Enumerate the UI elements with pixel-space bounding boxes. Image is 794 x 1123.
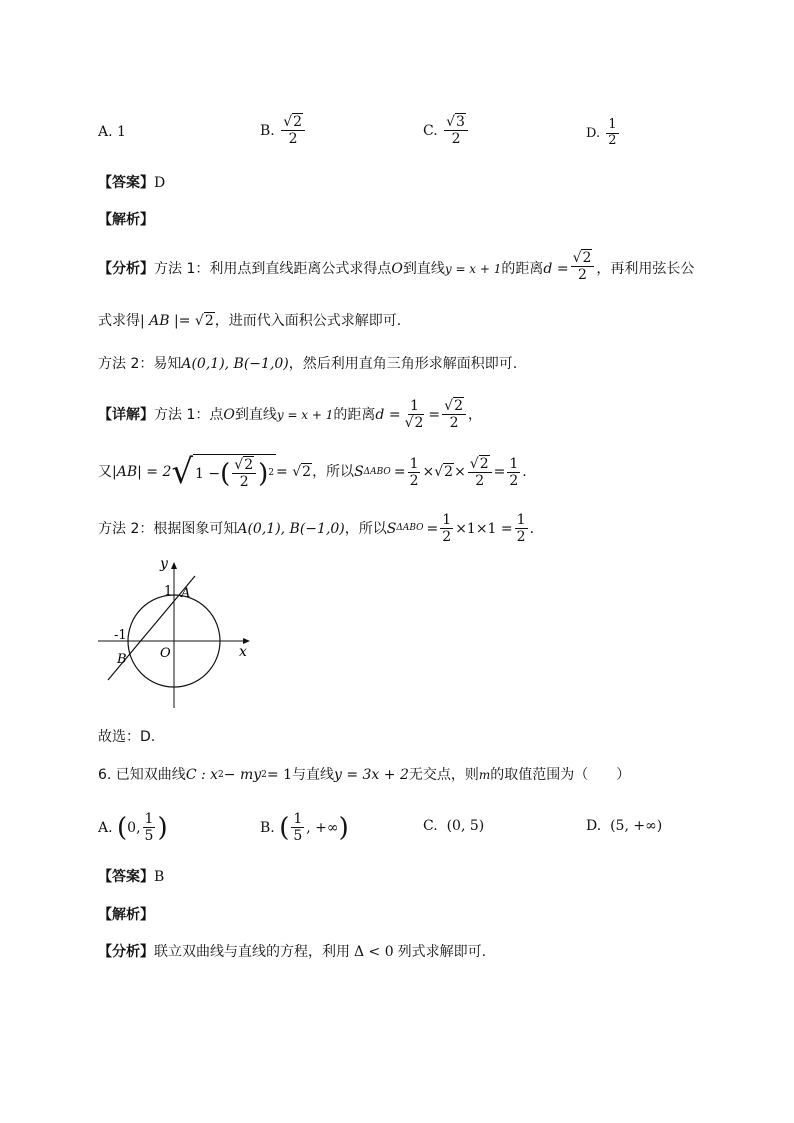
text: , +∞ <box>306 819 339 836</box>
equals: = <box>426 520 439 537</box>
text: 无交点，则 <box>408 767 479 783</box>
line-equation: y = x + 1 <box>444 261 502 276</box>
text: 方法 1：点 <box>154 406 224 423</box>
area-S: S <box>386 520 397 537</box>
text: ，所以 <box>312 464 355 481</box>
text: ，再利用弦长公 <box>596 260 695 277</box>
point-O: O <box>223 406 235 423</box>
fraction: $\frac{1}{√2}$ <box>404 398 424 432</box>
q6-analysis-tag: 【解析】 <box>98 907 154 923</box>
points: A(0,1), B(−1,0) <box>237 520 345 537</box>
option-label: C. <box>423 818 438 834</box>
option-label: B. <box>260 122 275 139</box>
distance-d: d = <box>543 260 569 277</box>
fraction: $\frac{√2}{2}$ <box>232 457 256 490</box>
text: 的距离 <box>333 406 376 423</box>
detail-tag: 【详解】 <box>98 406 154 423</box>
fraction: $\frac{1}{2}$ <box>409 455 419 489</box>
text: 到直线 <box>234 406 277 423</box>
option-label: B. <box>260 819 275 836</box>
sqrt-expr: √2 <box>190 313 214 329</box>
text: = 1 <box>266 767 292 783</box>
q6-option-b: B. ( $\frac{1}{5}$ , +∞ ) <box>260 811 349 845</box>
q5-method2-detail <box>98 512 534 545</box>
text: . <box>522 464 527 481</box>
text: 式求得 <box>98 313 140 329</box>
exponent: 2 <box>261 769 267 780</box>
x-axis-label: x <box>239 644 247 660</box>
point-B-label: B <box>117 652 127 667</box>
fraction: $\frac{√2}{2}$ <box>281 114 305 147</box>
fraction: $\frac{1}{2}$ <box>516 512 526 546</box>
fraction: $\frac{1}{2}$ <box>509 455 519 489</box>
q6-option-a: A. ( 0, $\frac{1}{5}$ ) <box>98 811 168 845</box>
text: ，所以 <box>344 520 387 537</box>
answer-tag: 【答案】 <box>98 869 154 885</box>
option-value: (0, 5) <box>446 818 485 834</box>
option-label: C. <box>423 122 438 139</box>
q5-fenxi-line1 <box>98 250 695 284</box>
q5-conclusion: 故选：D. <box>98 729 156 745</box>
distance-d: d = <box>375 406 401 423</box>
option-label: D. <box>586 818 602 834</box>
equals: = <box>493 464 506 481</box>
fraction: $\frac{√2}{2}$ <box>468 456 492 489</box>
q6-answer <box>98 870 164 884</box>
times: × <box>454 464 466 481</box>
points: A(0,1), B(−1,0) <box>181 356 289 372</box>
text: ，然后利用直角三角形求解面积即可. <box>288 356 518 372</box>
text: 方法 1：利用点到直线距离公式求得点 <box>154 260 392 277</box>
text: 方法 2：易知 <box>98 356 182 372</box>
q5-fenxi-line2 <box>98 314 401 328</box>
q6-option-d <box>586 818 662 834</box>
text: ×1×1 = <box>455 520 513 537</box>
option-label: D. <box>586 125 601 141</box>
fraction: $\frac{√2}{2}$ <box>442 398 466 431</box>
hyperbola-C: C : x <box>185 767 219 783</box>
y-axis-arrow <box>171 562 177 569</box>
fraction: $\frac{1}{2}$ <box>608 117 617 148</box>
times: × <box>422 464 435 481</box>
point-O: O <box>391 260 403 277</box>
fraction: $\frac{1}{2}$ <box>442 512 452 546</box>
fraction: $\frac{√2}{2}$ <box>571 250 595 283</box>
origin-label: O <box>160 646 171 661</box>
fenxi-tag: 【分析】 <box>98 944 154 960</box>
text: ， <box>467 406 482 423</box>
q5-option-c <box>423 114 470 147</box>
q5-option-a <box>98 124 126 140</box>
sqrt-expr: √2 <box>434 464 454 481</box>
option-label: A. <box>98 819 113 836</box>
text: − my <box>223 767 262 783</box>
q5-analysis-tag: 【解析】 <box>98 212 154 228</box>
delta-condition: Δ < 0 <box>354 944 394 960</box>
q6-stem <box>98 768 630 782</box>
answer-tag: 【答案】 <box>98 175 154 191</box>
fraction: $\frac{√3}{2}$ <box>444 114 468 147</box>
q5-detail-line2: 又 |AB| = 2 √ 1 − ( $\frac{√2}{2}$ ) 2 = √2 ，所以 S ΔABO = $\frac{1}{2}$ × √2 × $\frac{√2}{2}$ = $\frac{1}{2}$ . <box>98 452 527 493</box>
q6-option-c <box>423 818 484 834</box>
text: 6. 已知双曲线 <box>98 767 186 783</box>
chord-AB: | AB |= <box>140 313 191 329</box>
area-subscript: ΔABO <box>396 523 424 534</box>
line-equation: y = 3x + 2 <box>333 767 409 783</box>
q5-method2 <box>98 357 517 371</box>
text: 的取值范围为（ ） <box>490 767 631 783</box>
text: 列式求解即可. <box>397 944 487 960</box>
text: 方法 2：根据图象可知 <box>98 520 238 537</box>
text: 到直线 <box>402 260 445 277</box>
y-axis-label: y <box>160 556 168 572</box>
neg-one-label: -1 <box>114 628 127 643</box>
option-value: (5, +∞) <box>610 818 663 834</box>
q6-fenxi <box>98 945 486 959</box>
q5-answer <box>98 176 165 190</box>
q5-detail-line1 <box>98 398 482 431</box>
chord-AB: |AB| = 2 <box>112 464 172 481</box>
q5-option-b <box>260 114 307 147</box>
text: 1 − <box>195 465 221 482</box>
area-S: S <box>354 464 364 481</box>
text: . <box>529 520 535 537</box>
line-equation: y = x + 1 <box>276 407 334 422</box>
fraction: $\frac{1}{5}$ <box>144 811 154 845</box>
one-label: 1 <box>164 584 173 599</box>
text: 联立双曲线与直线的方程，利用 <box>154 944 350 960</box>
text: 与直线 <box>291 767 334 783</box>
text: ，进而代入面积公式求解即可. <box>214 313 402 329</box>
text: 的距离 <box>501 260 544 277</box>
q5-option-d <box>586 118 621 149</box>
equals: = <box>393 464 406 481</box>
area-subscript: ΔABO <box>363 466 391 477</box>
option-label: A. <box>98 124 113 140</box>
circle-line-figure <box>94 553 264 713</box>
fenxi-tag: 【分析】 <box>98 260 154 277</box>
answer-value: D <box>154 175 166 191</box>
fraction: $\frac{1}{5}$ <box>293 811 303 845</box>
text: 0, <box>127 819 141 836</box>
point-A-label: A <box>181 586 191 601</box>
option-value: 1 <box>117 124 126 140</box>
exponent: 2 <box>218 769 224 780</box>
sqrt-expr: √2 <box>287 464 312 481</box>
text: 又 <box>98 464 112 481</box>
answer-value: B <box>154 869 165 885</box>
equals: = <box>428 406 441 423</box>
param-m: m <box>478 768 491 782</box>
equals: = <box>276 464 288 481</box>
